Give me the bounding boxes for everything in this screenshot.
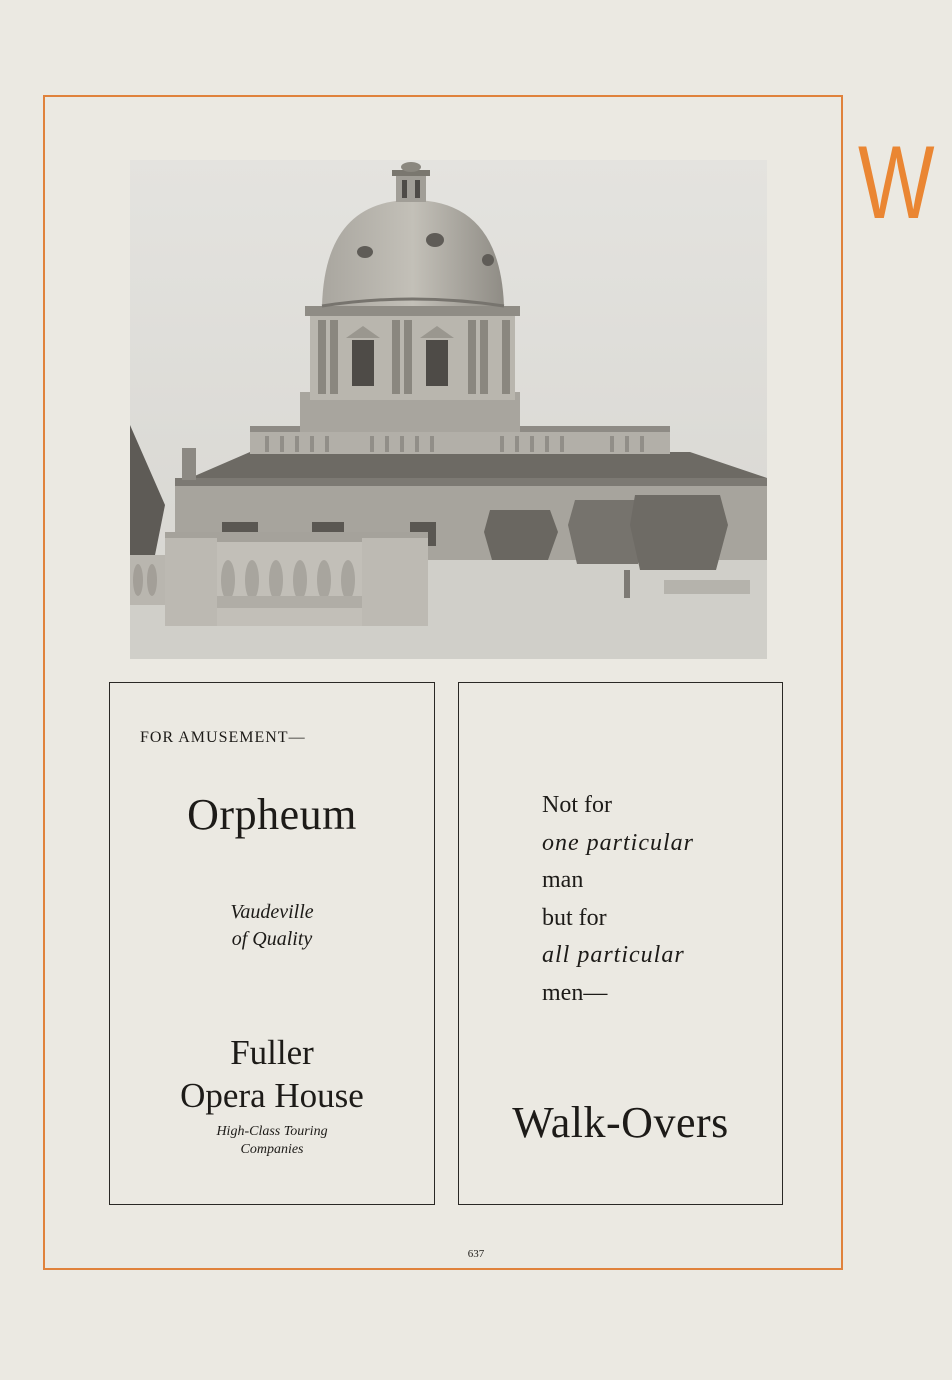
orpheum-tagline [110,899,434,953]
fuller-title-line1: Fuller [230,1033,314,1072]
slogan-line: men— [542,979,608,1006]
slogan-line: all particular [542,942,685,968]
walkovers-brand: Walk-Overs [512,1098,729,1147]
page-number: 637 [467,1248,485,1260]
fuller-title [110,1031,434,1117]
ad-heading: FOR AMUSEMENT— [140,729,306,746]
orpheum-tagline-line2: of Quality [231,928,313,950]
fuller-title-line2: Opera House [180,1076,364,1115]
domed-building-photo [130,160,767,659]
slogan-line: one particular [542,829,694,856]
fuller-tagline-line1: High-Class Touring [216,1124,328,1139]
orpheum-title: Orpheum [187,790,357,839]
slogan-line: but for [542,904,607,931]
slogan-line: Not for [542,792,612,818]
fuller-tagline-line2: Companies [240,1142,304,1157]
orpheum-tagline-line1: Vaudeville [230,901,314,923]
slogan-line: man [542,867,584,893]
slogan [542,787,694,1012]
walkovers-ad [458,682,783,1205]
section-tab-letter: W [858,125,935,241]
fuller-tagline [110,1123,434,1159]
amusement-ad [109,682,435,1205]
